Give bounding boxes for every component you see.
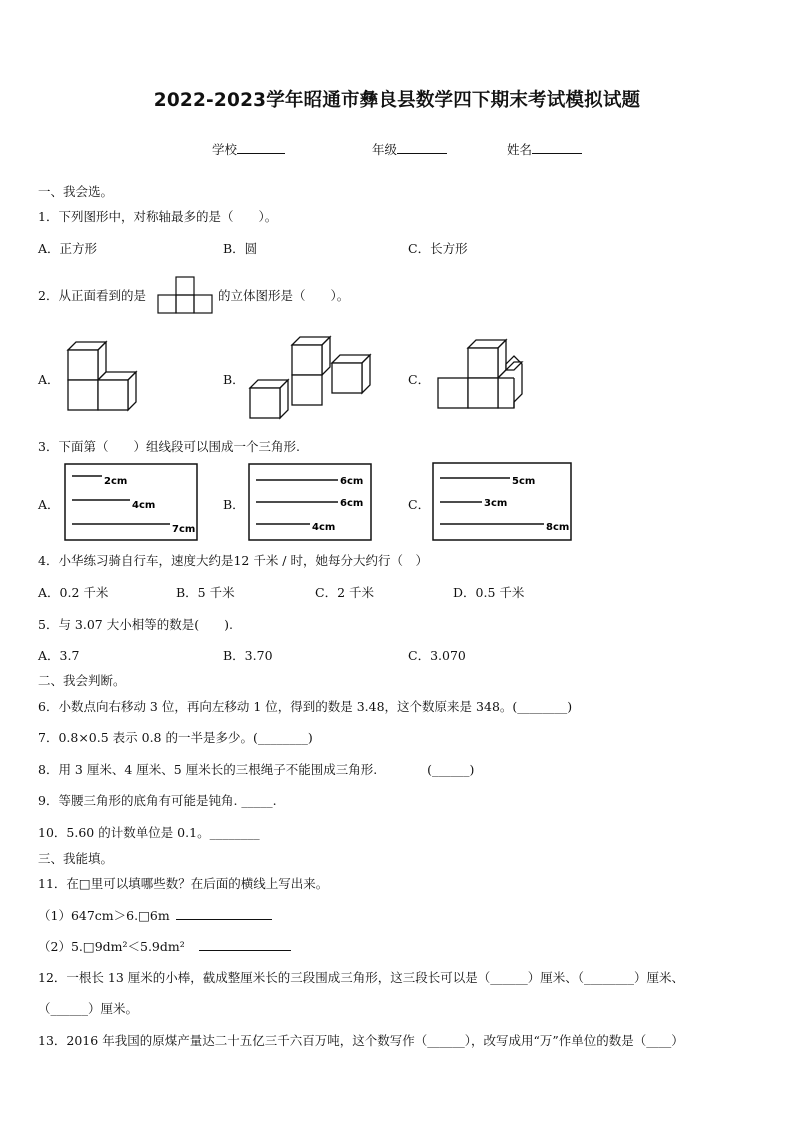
question-12-line-1: 12．一根长 13 厘米的小棒，截成整厘米长的三段围成三角形，这三段长可以是（______）厘米、（________）厘米、 (38, 970, 685, 985)
section-1-heading: 一、我会选。 (38, 184, 114, 199)
q1-option-c[interactable]: C．长方形 (408, 241, 468, 256)
q3-a-segment-3-label: 7cm (172, 524, 196, 535)
q4-option-a[interactable]: A．0.2 千米 (38, 585, 109, 600)
page-title: 2022-2023学年昭通市彝良县数学四下期末考试模拟试题 (153, 90, 641, 111)
q4-option-d[interactable]: D．0.5 千米 (453, 585, 525, 600)
q5-option-a[interactable]: A．3.7 (38, 648, 80, 663)
q4-option-b[interactable]: B．5 千米 (176, 585, 235, 600)
question-3: 3．下面第（ ）组线段可以围成一个三角形. (38, 439, 300, 454)
question-11-part-1 (38, 906, 272, 924)
q2-option-a[interactable]: A． (38, 372, 60, 387)
question-8: 8．用 3 厘米、4 厘米、5 厘米长的三根绳子不能围成三角形. (______) (38, 762, 475, 777)
q11-part-2-text: （2）5.□9dm²＜5.9dm² (38, 939, 185, 954)
grade-field[interactable] (372, 140, 447, 158)
question-10: 10．5.60 的计数单位是 0.1。________ (38, 825, 260, 840)
school-blank[interactable] (237, 152, 285, 154)
q3-b-segment-2-label: 6cm (340, 498, 364, 509)
question-4: 4．小华练习骑自行车，速度大约是12 千米 / 时，她每分大约行（ ） (38, 553, 428, 568)
question-12-line-2: （______）厘米。 (38, 1001, 139, 1016)
q11-part-1-text: （1）647cm＞6.□6m (38, 908, 170, 923)
question-13: 13．2016 年我国的原煤产量达二十五亿三千六百万吨，这个数写作（______），改写成用“万”作单位的数是（____） (38, 1033, 684, 1048)
question-11-part-2 (38, 937, 291, 955)
q3-a-segment-2-label: 4cm (132, 500, 156, 511)
question-1: 1．下列图形中，对称轴最多的是（ ）。 (38, 209, 278, 224)
q2-option-b[interactable]: B． (223, 372, 245, 387)
front-view-figure (158, 276, 214, 316)
grade-label: 年级 (372, 142, 398, 157)
name-blank[interactable] (532, 152, 582, 154)
question-6: 6．小数点向右移动 3 位，再向左移动 1 位，得到的数是 3.48，这个数原来是 348。(________) (38, 699, 573, 714)
q3-option-c-segments (432, 462, 572, 542)
question-2-suffix: 的立体图形是（ ）。 (218, 288, 350, 303)
section-2-heading: 二、我会判断。 (38, 673, 126, 688)
question-7: 7．0.8×0.5 表示 0.8 的一半是多少。(________) (38, 730, 313, 745)
q1-option-a[interactable]: A．正方形 (38, 241, 98, 256)
name-field[interactable] (507, 140, 582, 158)
q3-c-segment-1-label: 5cm (512, 476, 536, 487)
q4-option-c[interactable]: C．2 千米 (315, 585, 374, 600)
q3-c-segment-2-label: 3cm (484, 498, 508, 509)
question-5: 5．与 3.07 大小相等的数是( ). (38, 617, 233, 632)
q3-b-segment-1-label: 6cm (340, 476, 364, 487)
q5-option-b[interactable]: B．3.70 (223, 648, 273, 663)
q3-option-b-segments (248, 462, 372, 542)
q3-a-segment-1-label: 2cm (104, 476, 128, 487)
q3-option-a-segments (64, 462, 198, 542)
q1-option-b[interactable]: B．圆 (223, 241, 258, 256)
q3-option-b[interactable]: B． (223, 497, 245, 512)
section-3-heading: 三、我能填。 (38, 851, 114, 866)
grade-blank[interactable] (397, 152, 447, 154)
school-label: 学校 (212, 142, 238, 157)
question-11: 11．在□里可以填哪些数？在后面的横线上写出来。 (38, 876, 329, 891)
q2-option-b-cubes (246, 334, 378, 422)
q5-option-c[interactable]: C．3.070 (408, 648, 466, 663)
question-2-prefix: 2．从正面看到的是 (38, 288, 146, 303)
q3-option-a[interactable]: A． (38, 497, 60, 512)
question-9: 9．等腰三角形的底角有可能是钝角. _____. (38, 793, 277, 808)
school-field[interactable] (212, 140, 285, 158)
q11-part-1-blank[interactable] (176, 918, 272, 920)
q3-c-segment-3-label: 8cm (546, 522, 570, 533)
q2-option-a-cubes (62, 338, 142, 418)
q2-option-c-cubes (434, 336, 526, 418)
q11-part-2-blank[interactable] (199, 949, 291, 951)
q3-b-segment-3-label: 4cm (312, 522, 336, 533)
q3-option-c[interactable]: C． (408, 497, 431, 512)
name-label: 姓名 (507, 142, 533, 157)
q2-option-c[interactable]: C． (408, 372, 431, 387)
